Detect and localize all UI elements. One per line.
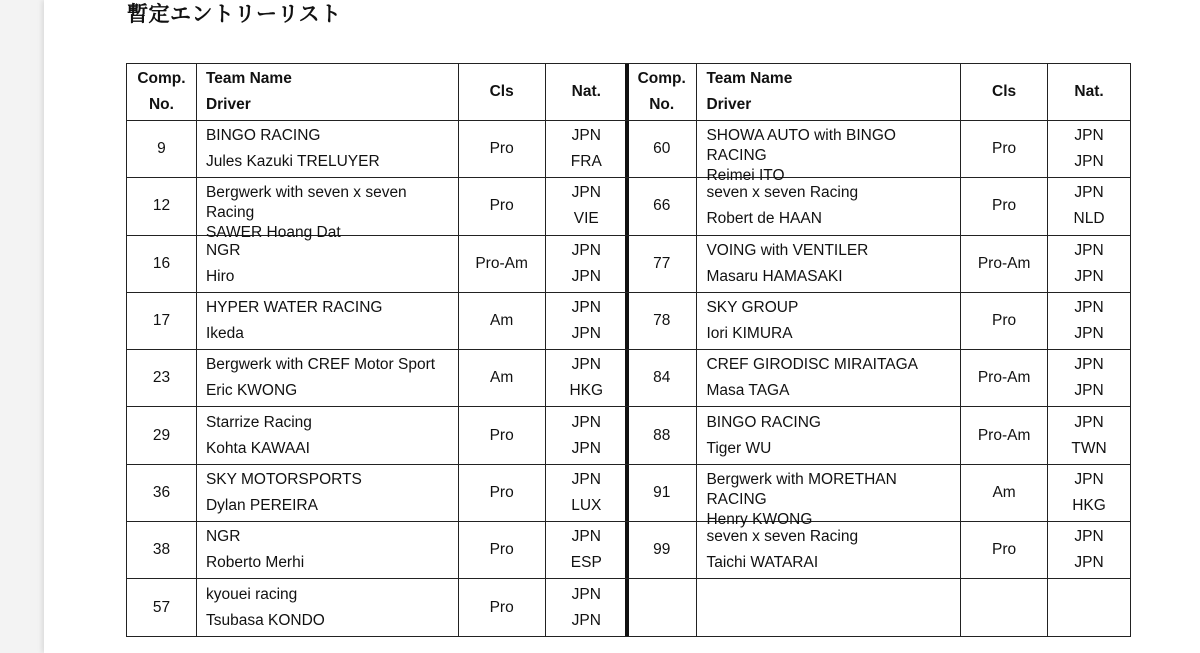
team-name: SHOWA AUTO with BINGO RACING [706,127,896,165]
team-driver-cell [697,235,961,292]
entry-table-left [126,63,627,637]
driver-nationality: JPN [1074,153,1104,171]
class-value: Pro-Am [475,254,528,272]
driver-nationality: JPN [571,439,601,457]
comp-no-cell [127,350,197,407]
page-title: 暫定エントリーリスト [127,2,342,26]
nationality-cell [545,178,627,235]
class-value: Pro [489,140,514,158]
driver-nationality: NLD [1073,210,1105,228]
class-cell [458,235,545,292]
driver-name: Iori KIMURA [706,325,793,343]
nationality-cell [545,579,627,636]
header-team-driver [697,64,961,121]
class-value: Pro-Am [977,369,1031,387]
comp-no: 88 [653,426,671,444]
comp-no-cell [127,235,197,292]
header-comp-label: Comp. [137,70,186,87]
driver-name: Dylan PEREIRA [205,496,318,514]
nationality-cell [1048,121,1131,178]
team-name: NGR [205,241,241,259]
class-value: Pro [992,197,1017,215]
nationality-cell [545,350,627,407]
team-name: Bergwerk with CREF Motor Sport [205,356,436,374]
comp-no: 38 [152,541,171,559]
class-cell [458,178,545,235]
team-nationality: JPN [571,241,601,259]
comp-no-cell [127,522,197,579]
team-nationality: JPN [571,356,601,374]
header-cls-label: Cls [992,83,1017,100]
driver-name: Masaru HAMASAKI [706,267,843,285]
team-nationality: JPN [1074,528,1104,546]
table-row [127,407,628,464]
header-comp-label: Comp. [637,70,686,87]
table-row [127,522,628,579]
class-value: Pro [992,541,1017,559]
table-row [127,579,628,636]
comp-no: 17 [152,312,171,330]
header-driver-label: Driver [205,96,251,113]
table-row [127,178,628,235]
class-value: Pro-Am [977,426,1031,444]
table-header-row [627,64,1131,121]
team-nationality: JPN [1074,299,1104,317]
driver-name: Masa TAGA [706,382,790,400]
class-value: Pro [489,426,514,444]
comp-no: 91 [653,483,671,501]
table-row [627,350,1131,407]
class-cell [458,579,545,636]
team-nationality: JPN [1074,127,1104,145]
comp-no: 12 [152,197,171,215]
team-driver-cell [697,464,961,528]
header-nat [545,64,627,121]
table-row [127,292,628,349]
table-row [127,464,628,521]
header-no-label: No. [148,96,174,113]
comp-no-cell [127,292,197,349]
driver-name: Ikeda [205,325,244,343]
comp-no: 78 [653,312,671,330]
class-cell [961,178,1048,235]
nationality-cell [1048,522,1131,579]
team-name: VOING with VENTILER [706,241,869,259]
driver-name: Robert de HAAN [706,210,822,228]
team-name: BINGO RACING [706,413,821,431]
table-row [627,178,1131,235]
driver-nationality: ESP [570,554,602,572]
header-comp-no [127,64,197,121]
table-row [127,350,628,407]
comp-no-cell [127,121,197,178]
class-value: Pro [489,483,514,501]
comp-no: 57 [152,598,171,616]
comp-no-cell [627,178,697,235]
class-value: Am [490,369,514,387]
team-nationality: JPN [1074,470,1104,488]
table-header-row [127,64,628,121]
driver-nationality: JPN [1074,325,1104,343]
comp-no-cell [627,292,697,349]
table-row [627,235,1131,292]
driver-nationality: JPN [571,325,601,343]
comp-no: 23 [152,369,171,387]
driver-name: SAWER Hoang Dat [205,224,341,242]
driver-nationality: JPN [571,267,601,285]
comp-no: 16 [152,254,171,272]
driver-nationality: JPN [1074,382,1104,400]
comp-no: 36 [152,483,171,501]
team-name: seven x seven Racing [706,528,859,546]
team-driver-cell [196,178,458,242]
driver-name: Eric KWONG [205,382,298,400]
table-row [627,121,1131,178]
class-cell [961,464,1048,521]
nationality-cell [545,292,627,349]
class-value: Pro-Am [977,254,1031,272]
team-name: BINGO RACING [205,127,321,145]
team-driver-cell [697,579,961,636]
class-value: Am [490,312,514,330]
team-nationality: JPN [571,184,601,202]
nationality-cell [545,522,627,579]
driver-nationality: JPN [1074,267,1104,285]
class-cell [961,121,1048,178]
nationality-cell [1048,350,1131,407]
team-driver-cell [196,464,458,521]
driver-nationality: LUX [571,496,602,514]
team-driver-cell [196,292,458,349]
header-team-label: Team Name [706,70,793,87]
header-nat [1048,64,1131,121]
team-driver-cell [697,407,961,464]
class-cell [961,350,1048,407]
comp-no-cell [627,407,697,464]
table-row [627,292,1131,349]
driver-name: Roberto Merhi [205,554,305,572]
team-nationality: JPN [571,127,601,145]
team-name: SKY MOTORSPORTS [205,470,362,488]
team-nationality: JPN [571,470,601,488]
driver-nationality: HKG [1072,496,1106,514]
nationality-cell [1048,235,1131,292]
team-name: Bergwerk with seven x seven Racing [205,184,407,222]
table-row [127,235,628,292]
comp-no-cell [127,464,197,521]
comp-no: 99 [653,541,671,559]
driver-name: Kohta KAWAAI [205,439,310,457]
team-nationality: JPN [1074,413,1104,431]
class-value: Pro [992,312,1017,330]
team-driver-cell [196,579,458,636]
team-nationality: JPN [571,528,601,546]
team-nationality: JPN [1074,356,1104,374]
team-nationality: JPN [571,299,601,317]
comp-no-cell [627,235,697,292]
driver-name: Jules Kazuki TRELUYER [205,153,380,171]
class-cell [458,522,545,579]
header-nat-label: Nat. [571,83,601,100]
comp-no: 60 [653,140,671,158]
nationality-cell [545,464,627,521]
nationality-cell [1048,178,1131,235]
class-value: Pro [489,598,514,616]
table-row [627,464,1131,521]
team-nationality: JPN [571,413,601,431]
team-driver-cell [196,350,458,407]
driver-name: Hiro [205,267,235,285]
header-team-driver [196,64,458,121]
class-cell [458,292,545,349]
class-value: Pro [489,197,514,215]
comp-no: 77 [653,254,671,272]
driver-name: Taichi WATARAI [706,554,819,572]
class-cell [961,292,1048,349]
nationality-cell [1048,579,1131,636]
driver-nationality: JPN [571,611,601,629]
driver-nationality: FRA [570,153,602,171]
table-row [627,407,1131,464]
comp-no-cell [127,579,197,636]
class-value: Pro [489,541,514,559]
nationality-cell [545,121,627,178]
team-driver-cell [697,292,961,349]
driver-nationality: JPN [1074,554,1104,572]
table-row [127,121,628,178]
team-name: NGR [205,528,241,546]
team-driver-cell [697,178,961,235]
comp-no-cell [627,464,697,521]
team-nationality: JPN [1074,184,1104,202]
driver-nationality: TWN [1071,439,1107,457]
driver-nationality: VIE [573,210,599,228]
comp-no: 29 [152,426,171,444]
team-name: Starrize Racing [205,413,312,431]
class-cell [458,121,545,178]
nationality-cell [1048,292,1131,349]
comp-no: 9 [157,140,166,158]
comp-no-cell [127,178,197,235]
team-driver-cell [196,121,458,178]
driver-nationality: HKG [569,382,604,400]
class-cell [961,522,1048,579]
team-nationality: JPN [1074,241,1104,259]
header-cls-label: Cls [489,83,514,100]
team-name: SKY GROUP [706,299,799,317]
header-nat-label: Nat. [1074,83,1104,100]
comp-no-cell [627,121,697,178]
comp-no: 66 [653,197,671,215]
class-cell [961,579,1048,636]
team-nationality: JPN [571,585,601,603]
team-driver-cell [697,350,961,407]
team-name: CREF GIRODISC MIRAITAGA [706,356,919,374]
class-cell [961,407,1048,464]
team-driver-cell [697,522,961,579]
comp-no-cell [627,350,697,407]
class-cell [458,350,545,407]
nationality-cell [1048,407,1131,464]
class-cell [458,407,545,464]
team-driver-cell [196,407,458,464]
team-driver-cell [196,235,458,292]
class-cell [458,464,545,521]
team-name: seven x seven Racing [706,184,859,202]
driver-name: Tsubasa KONDO [205,611,325,629]
header-cls [961,64,1048,121]
nationality-cell [1048,464,1131,521]
class-cell [961,235,1048,292]
team-driver-cell [697,121,961,185]
header-comp-no [627,64,697,121]
comp-no-cell [627,522,697,579]
driver-name: Reimei ITO [706,167,785,185]
header-team-label: Team Name [205,70,292,87]
table-row [627,579,1131,636]
entry-table-right [627,63,1131,637]
driver-name: Tiger WU [706,439,772,457]
nationality-cell [545,235,627,292]
team-name: kyouei racing [205,585,298,603]
comp-no: 84 [653,369,671,387]
team-name: HYPER WATER RACING [205,299,383,317]
header-cls [458,64,545,121]
nationality-cell [545,407,627,464]
driver-name: Henry KWONG [706,510,813,528]
comp-no-cell [127,407,197,464]
team-driver-cell [196,522,458,579]
class-value: Pro [992,140,1017,158]
header-no-label: No. [649,96,675,113]
header-driver-label: Driver [706,96,752,113]
class-value: Am [992,483,1016,501]
team-name: Bergwerk with MORETHAN RACING [706,470,897,508]
table-row [627,522,1131,579]
comp-no-cell [627,579,697,636]
